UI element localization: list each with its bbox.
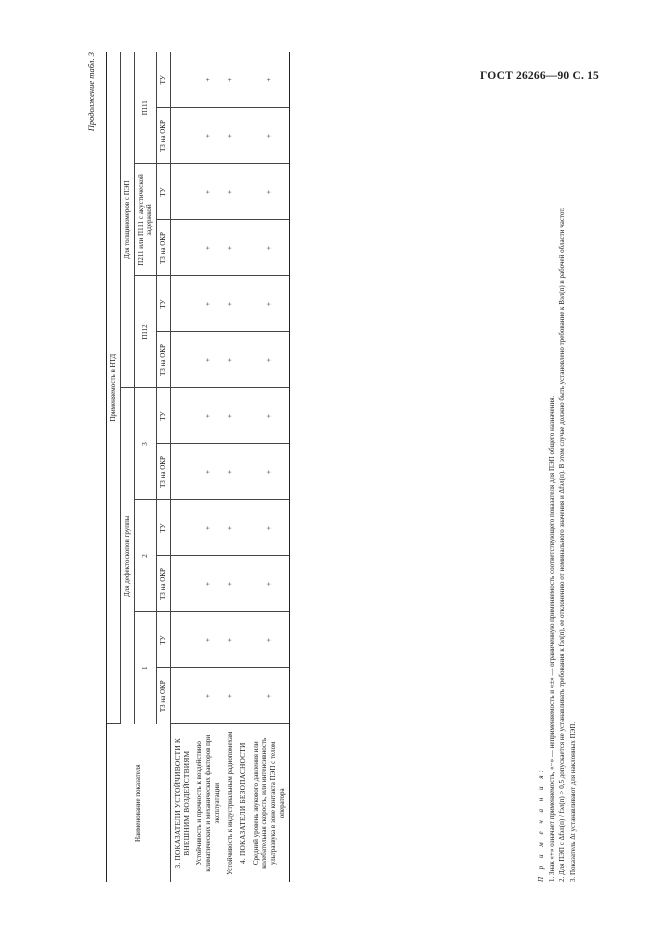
applicability-mark: +: [193, 332, 223, 388]
applicability-mark: +: [193, 500, 223, 556]
applicability-mark: +: [250, 500, 290, 556]
col-tu-header: ТУ: [157, 52, 171, 108]
subgroup-header: П112: [134, 276, 157, 388]
applicability-table: [106, 52, 290, 882]
applicability-mark: [236, 52, 249, 108]
col-tu-header: ТУ: [157, 276, 171, 332]
col-tz-header: ТЗ на ОКР: [157, 332, 171, 388]
indicator-name: 3. ПОКАЗАТЕЛИ УСТОЙЧИВОСТИ К ВНЕШНИМ ВОЗДЕЙСТВИЯМ: [172, 737, 191, 869]
col-tu-header: ТУ: [157, 388, 171, 444]
applicability-mark: +: [250, 668, 290, 724]
applicability-mark: +: [193, 164, 223, 220]
applicability-mark: +: [193, 52, 223, 108]
col-tu-header: ТУ: [157, 500, 171, 556]
applicability-mark: +: [250, 108, 290, 164]
col-tz-header: ТЗ на ОКР: [157, 556, 171, 612]
col-tu-header: ТУ: [157, 164, 171, 220]
applicability-mark: [236, 500, 249, 556]
applicability-mark: [236, 220, 249, 276]
rotated-page-content: [86, 52, 641, 882]
table-row: [236, 52, 249, 882]
subgroup-header: П111: [134, 52, 157, 164]
col-tz-header: ТЗ на ОКР: [157, 668, 171, 724]
applicability-mark: [236, 164, 249, 220]
applicability-mark: +: [224, 556, 237, 612]
applicability-mark: +: [250, 612, 290, 668]
applicability-header: Применяемость в НТД: [107, 52, 121, 724]
applicability-mark: +: [193, 444, 223, 500]
page-header: ГОСТ 26266—90 С. 15: [480, 70, 599, 82]
col-tz-header: ТЗ на ОКР: [157, 220, 171, 276]
applicability-mark: [170, 276, 193, 332]
applicability-mark: +: [224, 668, 237, 724]
table-row: [250, 52, 290, 882]
note-item: 2. Для ПЭП с Δfэл(п) / fэл(п) > 0,5 допускается не устанавливать требования к fэл(п), ее отклонению от номинального значения и Δfэл(п). В этом случае должно быть установлено требование к Bэл(п) в рабочей области частот.: [558, 207, 566, 882]
applicability-mark: [236, 108, 249, 164]
indicator-name: Средний уровень звукового давления или колебательная скорость, или интенсивность ультразвука в зоне контакта ПЭП с телом оператора: [250, 724, 290, 882]
applicability-mark: [236, 612, 249, 668]
applicability-mark: +: [250, 164, 290, 220]
applicability-mark: [170, 108, 193, 164]
table-row: [193, 52, 223, 882]
applicability-mark: +: [250, 556, 290, 612]
notes: [536, 52, 578, 882]
applicability-mark: +: [224, 332, 237, 388]
applicability-mark: +: [224, 500, 237, 556]
applicability-mark: +: [193, 220, 223, 276]
indicator-name: 4. ПОКАЗАТЕЛИ БЕЗОПАСНОСТИ: [238, 742, 248, 865]
applicability-mark: [170, 556, 193, 612]
applicability-mark: +: [193, 612, 223, 668]
applicability-mark: +: [250, 444, 290, 500]
col-tz-header: ТЗ на ОКР: [157, 444, 171, 500]
applicability-mark: +: [224, 444, 237, 500]
applicability-mark: +: [224, 108, 237, 164]
applicability-mark: +: [250, 276, 290, 332]
subgroup-header: 2: [134, 500, 157, 612]
group-defectoscope-header: Для дефектоскопов группы: [120, 388, 134, 724]
col-tz-header: ТЗ на ОКР: [157, 108, 171, 164]
applicability-mark: +: [193, 556, 223, 612]
subgroup-header: 3: [134, 388, 157, 500]
applicability-mark: +: [250, 332, 290, 388]
indicator-name: Устойчивость к индустриальным радиопомехам: [225, 731, 234, 875]
applicability-mark: [170, 500, 193, 556]
notes-heading: П р и м е ч а н и я:: [537, 767, 545, 882]
note-item: 3. Показатель Δt устанавливают для наклонных ПЭП.: [568, 721, 577, 882]
applicability-mark: [236, 668, 249, 724]
applicability-mark: +: [193, 108, 223, 164]
applicability-mark: [236, 332, 249, 388]
subgroup-header: П211 или П111 с акустической задержкой: [134, 164, 157, 276]
continuation-label: Продолжение табл. 3: [86, 52, 96, 132]
applicability-mark: [170, 612, 193, 668]
applicability-mark: +: [250, 388, 290, 444]
applicability-mark: +: [224, 52, 237, 108]
applicability-mark: [236, 556, 249, 612]
applicability-mark: [170, 668, 193, 724]
col-tu-header: ТУ: [157, 612, 171, 668]
applicability-mark: [170, 444, 193, 500]
applicability-mark: [170, 332, 193, 388]
applicability-mark: [170, 220, 193, 276]
applicability-mark: +: [250, 220, 290, 276]
note-item: 1. Знак «+» означает применяемость, «−» — неприменяемость и «±» — ограниченную применяемость соответствующего показателя для ПЭП общего назначения.: [547, 395, 556, 882]
subgroup-header: 1: [134, 612, 157, 724]
applicability-mark: +: [193, 668, 223, 724]
indicator-name: Устойчивость и прочность к воздействию климатических и механических факторов при эксплуатации: [195, 734, 221, 872]
col-name-header: Наименование показателя: [107, 724, 171, 882]
applicability-mark: +: [224, 612, 237, 668]
applicability-mark: [170, 388, 193, 444]
applicability-mark: +: [224, 220, 237, 276]
applicability-mark: [236, 444, 249, 500]
applicability-mark: +: [193, 276, 223, 332]
applicability-mark: [170, 164, 193, 220]
applicability-mark: [170, 52, 193, 108]
group-thickness-header: Для толщиномеров с ПЭП: [120, 52, 134, 388]
table-row: [224, 52, 237, 882]
applicability-mark: [236, 388, 249, 444]
applicability-mark: +: [224, 388, 237, 444]
table-row: [170, 52, 193, 882]
applicability-mark: +: [193, 388, 223, 444]
applicability-mark: [236, 276, 249, 332]
applicability-mark: +: [224, 164, 237, 220]
applicability-mark: +: [250, 52, 290, 108]
applicability-mark: +: [224, 276, 237, 332]
